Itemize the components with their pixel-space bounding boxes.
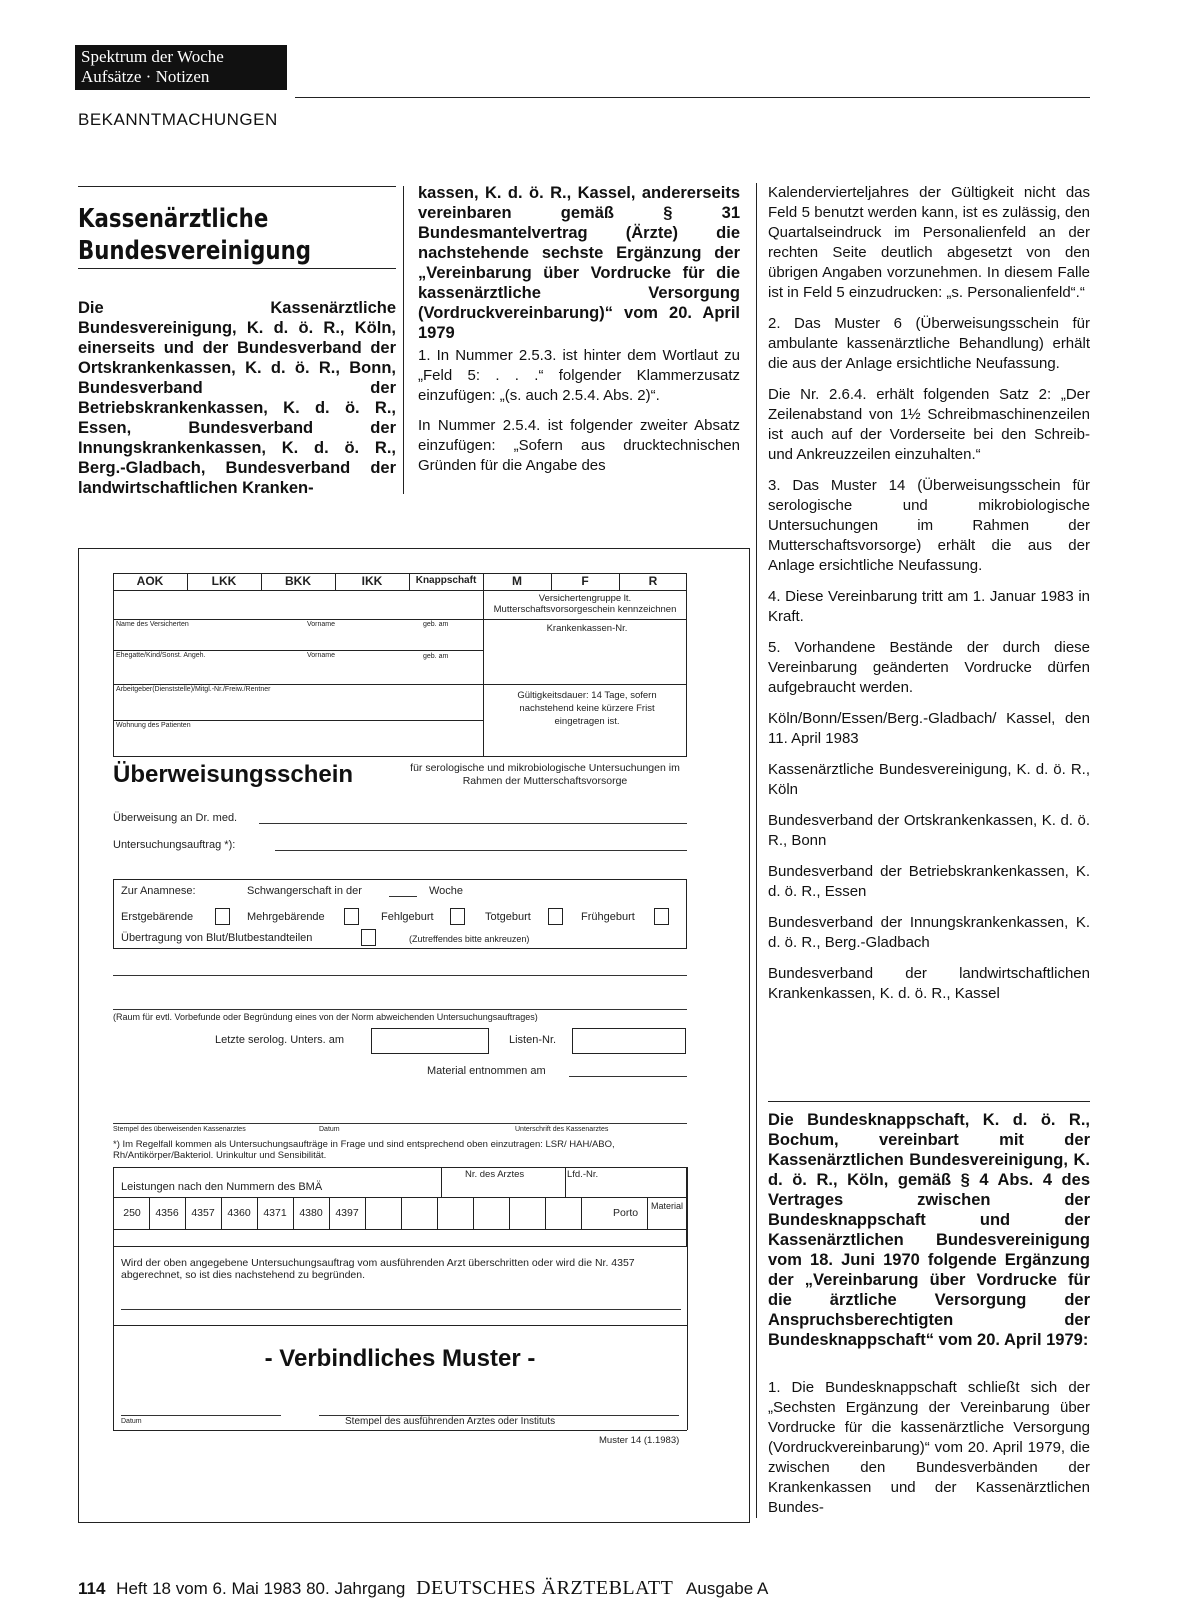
section-badge [75, 45, 287, 90]
col3-paragraph-4: 3. Das Muster 14 (Überweisungsschein für serologische und mikrobiologische Untersuchungen im Rahmen der Mutterschaftsvorsorge) erhält die aus der Anlage ersichtliche Neufassung. [768, 477, 1090, 574]
page-number: 114 [78, 1579, 106, 1598]
row-line [483, 619, 687, 620]
article-title [78, 203, 349, 267]
material-label: Material entnommen am [427, 1065, 546, 1077]
knappschaft-intro: Die Bundesknappschaft, K. d. ö. R., Bochum, vereinbart mit der Kassenärztlichen Bundesvereinigung, K. d. ö. R., Köln, gemäß § 4 Abs. 4 des Vertrages zwischen der Bundesknappschaft und der Kassenärztlichen Bundesvereinigung vom 18. Juni 1970 folgende Ergänzung der „Vereinbarung über Vordrucke für die ärztliche Versorgung der Anspruchsberechtigten der Bundesknappschaft“ vom 20. April 1979: [768, 1111, 1090, 1349]
material-short-label: Material [650, 1201, 683, 1211]
datum-label: Datum [319, 1126, 340, 1133]
muster-label: Muster 14 (1.1983) [599, 1435, 680, 1446]
lfd-nr-label: Lfd.-Nr. [567, 1169, 599, 1180]
stempel2-label: Stempel des ausführenden Arztes oder Instituts [345, 1416, 556, 1427]
erstgebaerende-label: Erstgebärende [121, 911, 194, 923]
column-divider-1 [403, 186, 404, 494]
code-cell: 250 [123, 1207, 141, 1219]
letzte-unters-field[interactable] [371, 1028, 489, 1054]
row-line [113, 650, 483, 651]
untersuchungsauftrag-label: Untersuchungsauftrag *): [113, 839, 236, 851]
footnote: *) Im Regelfall kommen als Untersuchungsaufträge in Frage und sind entsprechend oben einzutragen: LSR/ HAH/ABO, Rh/Antikörper/Bakteriol. Urinkultur und Sensibilität. [113, 1139, 615, 1161]
uebertragung-checkbox[interactable] [361, 929, 376, 946]
intro-col2: kassen, K. d. ö. R., Kassel, andererseits vereinbaren gemäß § 31 Bundesmantelvertrag (Ärzte) die nachstehende sechste Ergänzung der „Vereinbarung über Vordrucke für die kassenärztliche Versorgung (Vordruckvereinbarung)“ vom 20. April 1979 [418, 184, 740, 342]
cell-divider [365, 1197, 366, 1229]
cell-divider [509, 1197, 510, 1229]
code-cell: 4360 [227, 1207, 251, 1219]
fehlgeburt-label: Fehlgeburt [381, 911, 434, 923]
remarks-line [113, 975, 687, 976]
col3-paragraph-8: Kassenärztliche Bundesvereinigung, K. d. ö. R., Köln [768, 761, 1090, 798]
col-lkk: LKK [211, 574, 237, 588]
col3-paragraph-7: Köln/Bonn/Essen/Berg.-Gladbach/ Kassel, den 11. April 1983 [768, 710, 1090, 747]
vorname-label: Vorname [307, 621, 336, 628]
reason-line [121, 1309, 681, 1310]
issue-info: Heft 18 vom 6. Mai 1983 80. Jahrgang [116, 1579, 406, 1598]
row-line [113, 1430, 687, 1431]
erstgebaerende-checkbox[interactable] [215, 908, 230, 925]
code-cell: 4380 [299, 1207, 323, 1219]
col3-paragraph-1: Kalendervierteljahres der Gültigkeit nicht das Feld 5 benutzt werden kann, ist es zulässig, den Quartalseindruck im Personalienfeld an der rechten Seite deutlich abgesetzt von den übrigen Angaben vorzunehmen. In diesem Falle ist in Feld 5 einzudrucken: „s. Personalienfeld“.“ [768, 184, 1090, 301]
title-line-2: Bundesvereinigung [78, 236, 312, 266]
badge-line-1: Spektrum der Woche [81, 47, 224, 66]
title-bottom-rule [78, 268, 396, 269]
form-title: Überweisungsschein [113, 761, 354, 788]
ueberweisung-an-label: Überweisung an Dr. med. [113, 812, 238, 824]
nr-arztes-label: Nr. des Arztes [465, 1169, 525, 1180]
inner-right-border [687, 1167, 688, 1430]
geb-label: geb. am [423, 621, 449, 628]
gueltigkeit-label: Gültigkeitsdauer: 14 Tage, sofern nachstehend keine kürzere Frist eingetragen ist. [517, 690, 657, 727]
cell-divider [473, 1197, 474, 1229]
col-m: M [512, 574, 522, 588]
row-line [113, 1325, 687, 1326]
versichertengruppe-label: Versichertengruppe lt. Mutterschaftsvorsorgeschein kennzeichnen [493, 593, 677, 615]
title-line-1: Kassenärztliche [78, 204, 269, 234]
stempel-label: Stempel des überweisenden Kassenarztes [113, 1126, 246, 1133]
row-line [113, 1229, 687, 1230]
cell-divider [401, 1197, 402, 1229]
col3-paragraph-11: Bundesverband der Innungskrankenkassen, K. d. ö. R., Berg.-Gladbach [768, 914, 1090, 951]
totgeburt-label: Totgeburt [485, 911, 531, 923]
zutreffendes-hint: (Zutreffendes bitte ankreuzen) [409, 934, 530, 944]
inner-left-border [113, 1167, 114, 1430]
col-ikk: IKK [361, 574, 383, 588]
vorname-label-2: Vorname [307, 652, 336, 659]
col2-paragraph-2: In Nummer 2.5.4. ist folgender zweiter Absatz einzufügen: „Sofern aus drucktechnischen Gründen für die Angabe des [418, 417, 740, 474]
col-r: R [648, 574, 658, 588]
ehegatte-label: Ehegatte/Kind/Sonst. Angeh. [116, 652, 206, 659]
header-rule [295, 97, 1090, 98]
uebertragung-label: Übertragung von Blut/Blutbestandteilen [121, 932, 313, 944]
raum-label: (Raum für evtl. Vorbefunde oder Begründung eines von der Norm abweichenden Untersuchungsauftrages) [113, 1012, 538, 1022]
code-cell: 4357 [191, 1207, 215, 1219]
mehrgebaerende-label: Mehrgebärende [247, 911, 325, 923]
col3-paragraph-3: Die Nr. 2.6.4. erhält folgenden Satz 2: „Der Zeilenabstand von 1½ Schreibmaschinenzeilen ist auch auf der Vorderseite bei den Schreib- und Ankreuzzeilen einzuhalten.“ [768, 386, 1090, 463]
form-specimen [78, 548, 750, 1523]
row-line [113, 684, 687, 685]
woche-line [389, 896, 417, 897]
col-divider [441, 1167, 442, 1197]
code-cell: 4397 [335, 1207, 359, 1219]
cell-divider [545, 1197, 546, 1229]
letzte-unters-label: Letzte serolog. Unters. am [215, 1034, 345, 1046]
schwangerschaft-label: Schwangerschaft in der [247, 885, 362, 897]
listen-nr-label: Listen-Nr. [509, 1034, 557, 1046]
geb-label-2: geb. am [423, 653, 449, 660]
col3-paragraph-9: Bundesverband der Ortskrankenkassen, K. d. ö. R., Bonn [768, 812, 1090, 849]
column-divider-2 [756, 183, 757, 1518]
col3-paragraph-6: 5. Vorhandene Bestände der durch diese Vereinbarung geänderten Vordrucke dürfen aufgebraucht werden. [768, 639, 1090, 696]
wird-der-label: Wird der oben angegebene Untersuchungsauftrag vom ausführenden Arzt überschritten oder wird die Nr. 4357 abgerechnet, so ist dies nachstehend zu begründen. [121, 1257, 635, 1281]
datum2-label: Datum [121, 1418, 142, 1425]
col-f: F [581, 574, 589, 588]
col3-text [768, 183, 1090, 1015]
page-footer [78, 1577, 768, 1600]
fruehgeburt-label: Frühgeburt [581, 911, 635, 923]
porto-label: Porto [613, 1207, 639, 1219]
leistungen-label: Leistungen nach den Nummern des BMÄ [121, 1181, 323, 1193]
signature-line [113, 1123, 687, 1124]
right-section-divider [483, 573, 484, 757]
row-line [113, 720, 483, 721]
row-line [113, 619, 483, 620]
knappschaft-paragraph-1: 1. Die Bundesknappschaft schließt sich der „Sechsten Ergänzung der Vereinbarung über Vordrucke für die kassenärztliche Versorgung (Vordruckvereinbarung)“ vom 20. April 1979, die zwischen den Bundesverbänden der Krankenkassen und der Kassenärztlichen Bundes- [768, 1379, 1090, 1516]
badge-line-2: Aufsätze · Notizen [81, 67, 210, 86]
wohnung-label: Wohnung des Patienten [116, 722, 191, 729]
col3-paragraph-5: 4. Diese Vereinbarung tritt am 1. Januar 1983 in Kraft. [768, 588, 1090, 625]
form-subtitle: für serologische und mikrobiologische Untersuchungen im Rahmen der Mutterschaftsvorsorge [410, 762, 680, 787]
intro-col1: Die Kassenärztliche Bundesvereinigung, K. d. ö. R., Köln, einerseits und der Bundesverband der Ortskrankenkassen, K. d. ö. R., Bonn, Bundesverband der Betriebskrankenkassen, K. d. ö. R., Essen, Bundesverband der Innungskrankenkassen, K. d. ö. R., Berg.-Gladbach, Bundesverband der landwirtschaftlichen Kranken- [78, 299, 396, 497]
krankenkassen-nr-label: Krankenkassen-Nr. [546, 623, 628, 634]
col3-separator [768, 1101, 1090, 1102]
journal-name: DEUTSCHES ÄRZTEBLATT [416, 1577, 674, 1599]
col3-paragraph-2: 2. Das Muster 6 (Überweisungsschein für ambulante kassenärztliche Behandlung) erhält die aus der Anlage ersichtliche Neufassung. [768, 315, 1090, 372]
mehrgebaerende-checkbox[interactable] [344, 908, 359, 925]
col3-paragraph-12: Bundesverband der landwirtschaftlichen Krankenkassen, K. d. ö. R., Kassel [768, 965, 1090, 1002]
cell-divider [581, 1197, 582, 1229]
ueberweisung-an-line [259, 823, 687, 824]
col2-paragraph-1: 1. In Nummer 2.5.3. ist hinter dem Wortlaut zu „Feld 5: . . .“ folgender Klammerzusatz einzufügen: „(s. auch 2.5.4. Abs. 2)“. [418, 347, 740, 404]
listen-nr-field[interactable] [572, 1028, 686, 1054]
cell-divider [437, 1197, 438, 1229]
edition: Ausgabe A [686, 1579, 769, 1598]
fruehgeburt-checkbox[interactable] [654, 908, 669, 925]
title-top-rule [78, 186, 396, 187]
col-knappschaft: Knappschaft [415, 575, 477, 586]
cell-divider [647, 1197, 648, 1229]
row-line [113, 1197, 687, 1198]
arbeitgeber-label: Arbeitgeber(Dienststelle)/Mitgl.-Nr./Freiw./Rentner [116, 686, 271, 693]
anamnese-label: Zur Anamnese: [121, 885, 196, 897]
totgeburt-checkbox[interactable] [548, 908, 563, 925]
woche-label: Woche [429, 885, 464, 897]
code-cell: 4371 [263, 1207, 287, 1219]
remarks-line [113, 1009, 687, 1010]
col3-paragraph-10: Bundesverband der Betriebskrankenkassen, K. d. ö. R., Essen [768, 863, 1090, 900]
fehlgeburt-checkbox[interactable] [450, 908, 465, 925]
material-line [569, 1076, 687, 1077]
verbindliches-muster: - Verbindliches Muster - [264, 1345, 536, 1372]
col-bkk: BKK [285, 574, 311, 588]
col-divider [565, 1167, 566, 1197]
datum-line [121, 1415, 281, 1416]
col2-text [418, 346, 740, 486]
unterschrift-label: Unterschrift des Kassenarztes [515, 1126, 609, 1133]
section-heading: BEKANNTMACHUNGEN [78, 110, 278, 129]
code-cell: 4356 [155, 1207, 179, 1219]
name-label: Name des Versicherten [116, 621, 189, 628]
col-aok: AOK [136, 574, 164, 588]
untersuchungsauftrag-line [275, 850, 687, 851]
